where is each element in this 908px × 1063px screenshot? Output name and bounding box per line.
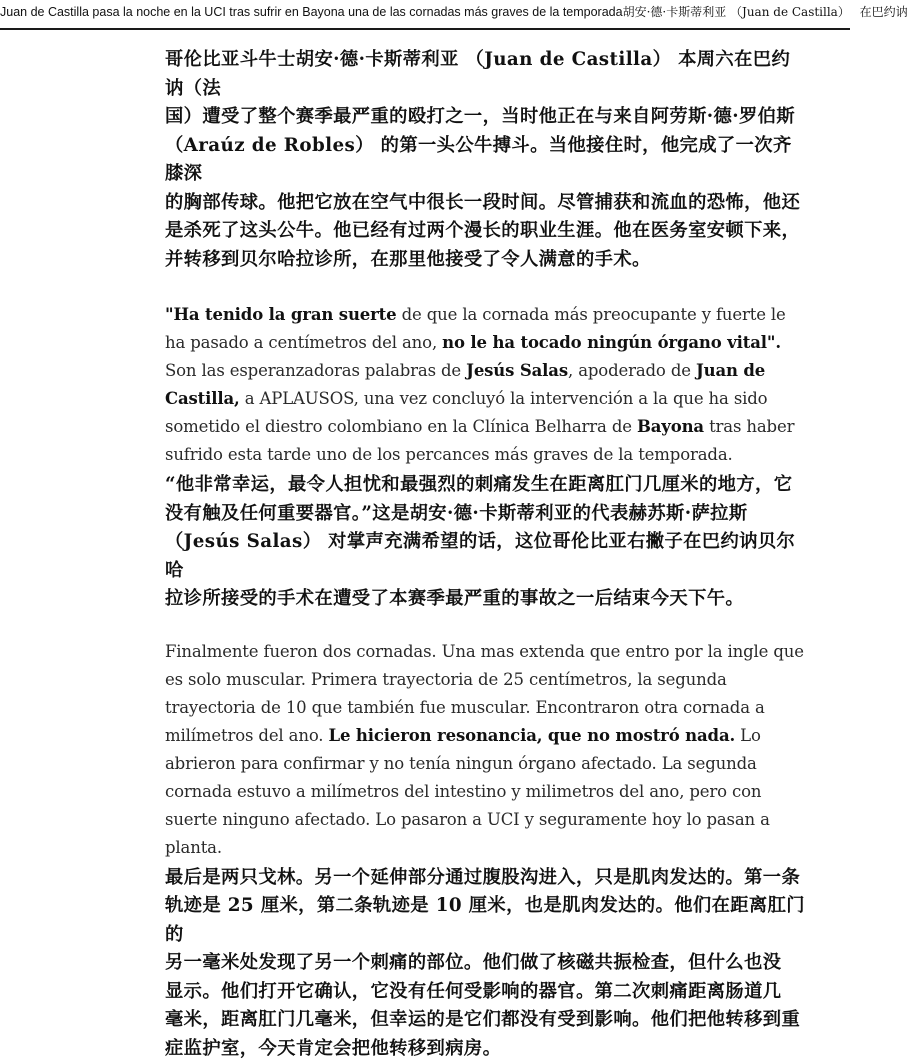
text-run: Lo abrieron para confirmar y no tenía ningun órgano afectado. La segunda cornada estuvo a milímetros del intestino y milimetros del ano, pero con suerte ninguno afectado. Lo pasaron a UCI y seguramente hoy lo pasan a planta. xyxy=(165,726,770,857)
paragraph-2-cn xyxy=(165,471,805,614)
text-run: tras haber sufrido esta tarde uno de los percances más graves de la temporada. xyxy=(165,417,794,464)
text-run: Son las esperanzadoras palabras de xyxy=(165,361,466,380)
cn-line: 拉诊所接受的手术在遭受了本赛季最严重的事故之一后结束今天下午。 xyxy=(165,585,805,614)
headline-cn: 胡安·德·卡斯蒂利亚 （Juan de Castilla） xyxy=(623,5,854,19)
cn-line: （Araúz de Robles） 的第一头公牛搏斗。当他接住时，他完成了一次齐膝深 xyxy=(165,132,805,189)
cn-line: 没有触及任何重要器官。”这是胡安·德·卡斯蒂利亚的代表赫苏斯·萨拉斯 xyxy=(165,500,805,529)
quote-bold: "Ha tenido la gran suerte xyxy=(165,305,397,324)
headline-cn-cut: 在巴约讷 xyxy=(860,5,908,19)
headline-text xyxy=(0,3,908,20)
text-run: , apoderado de xyxy=(568,361,696,380)
cn-line: “他非常幸运，最令人担忧和最强烈的刺痛发生在距离肛门几厘米的地方，它 xyxy=(165,471,805,500)
cn-line: 国）遭受了整个赛季最严重的殴打之一，当时他正在与来自阿劳斯·德·罗伯斯 xyxy=(165,103,805,132)
paragraph-3-cn xyxy=(165,864,805,1063)
text-run: Finalmente fueron dos cornadas. Una mas extenda que entro por la ingle que es solo muscular. Primera trayectoria de 25 centímetros, la segunda trayectoria de 10 que también fue muscular. Encontraron otra cornada a milímetros del ano. xyxy=(165,642,804,745)
name-bayona: Bayona xyxy=(637,417,704,436)
paragraph-1-cn xyxy=(165,46,805,274)
cn-line: 并转移到贝尔哈拉诊所，在那里他接受了令人满意的手术。 xyxy=(165,246,805,275)
top-headline-bar xyxy=(0,0,850,30)
bold-resonancia: Le hicieron resonancia, que no mostró nada. xyxy=(329,726,736,745)
cn-line: 症监护室，今天肯定会把他转移到病房。 xyxy=(165,1035,805,1063)
cn-line: 毫米，距离肛门几毫米，但幸运的是它们都没有受到影响。他们把他转移到重 xyxy=(165,1006,805,1035)
paragraph-2-es xyxy=(165,301,805,469)
cn-line: 是杀死了这头公牛。他已经有过两个漫长的职业生涯。他在医务室安顿下来， xyxy=(165,217,805,246)
cn-line: 另一毫米处发现了另一个刺痛的部位。他们做了核磁共振检查，但什么也没 xyxy=(165,949,805,978)
cn-line: 轨迹是 25 厘米，第二条轨迹是 10 厘米，也是肌肉发达的。他们在距离肛门的 xyxy=(165,892,805,949)
name-jesus-salas: Jesús Salas xyxy=(466,361,568,380)
name-juan-de-castilla: Juan de Castilla, xyxy=(165,361,765,408)
cn-line: 哥伦比亚斗牛士胡安·德·卡斯蒂利亚 （Juan de Castilla） 本周六在巴约讷（法 xyxy=(165,46,805,103)
cn-line: （Jesús Salas） 对掌声充满希望的话，这位哥伦比亚右撇子在巴约讷贝尔哈 xyxy=(165,528,805,585)
cn-line: 显示。他们打开它确认，它没有任何受影响的器官。第二次刺痛距离肠道几 xyxy=(165,978,805,1007)
quote-bold-2: no le ha tocado ningún órgano vital". xyxy=(442,333,781,352)
article-body xyxy=(165,46,805,1063)
headline-es: Juan de Castilla pasa la noche en la UCI tras sufrir en Bayona una de las cornadas más graves de la temporada xyxy=(0,5,623,19)
text-run: de que la cornada más preocupante y fuerte le ha pasado a centímetros del ano, xyxy=(165,305,786,352)
cn-line: 的胸部传球。他把它放在空气中很长一段时间。尽管捕获和流血的恐怖，他还 xyxy=(165,189,805,218)
paragraph-3-es xyxy=(165,638,805,862)
text-run: a APLAUSOS, una vez concluyó la intervención a la que ha sido sometido el diestro colombiano en la Clínica Belharra de xyxy=(165,389,767,436)
cn-line: 最后是两只戈林。另一个延伸部分通过腹股沟进入，只是肌肉发达的。第一条 xyxy=(165,864,805,893)
